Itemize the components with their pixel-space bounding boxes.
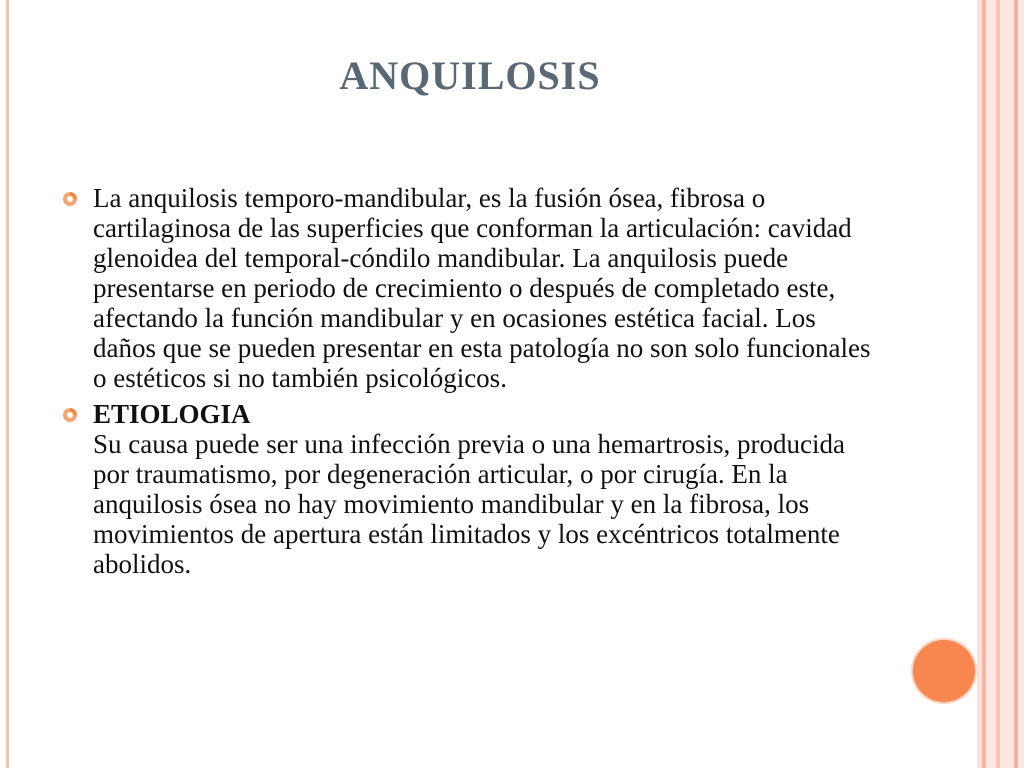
slide-title: ANQUILOSIS xyxy=(339,53,601,98)
left-border-line xyxy=(6,0,9,768)
decorative-circle xyxy=(913,640,975,702)
bullet-item xyxy=(62,183,882,393)
bullet-text: La anquilosis temporo-mandibular, es la fusión ósea, fibrosa o cartilaginosa de las superficies que conforman la articulación: cavidad glenoidea del temporal-cóndilo mandibular. La anquilosis puede presentarse en periodo de crecimiento o después de completado este, afectando la función mandibular y en ocasiones estética facial. Los daños que se pueden presentar en esta patología no son solo funcionales o estéticos si no también psicológicos. xyxy=(93,183,871,393)
right-decor-stripe xyxy=(986,0,996,768)
bullet-heading: ETIOLOGIA xyxy=(93,399,251,429)
slide-body xyxy=(62,183,882,585)
orange-bullet-icon xyxy=(62,191,78,207)
right-decor-stripe xyxy=(1000,0,1014,768)
orange-bullet-icon xyxy=(62,407,78,423)
bullet-text: Su causa puede ser una infección previa o una hemartrosis, producida por traumatismo, por degeneración articular, o por cirugía. En la anquilosis ósea no hay movimiento mandibular y en la fibrosa, los movimientos de apertura están limitados y los excéntricos totalmente abolidos. xyxy=(93,429,845,579)
bullet-item xyxy=(62,399,882,579)
right-decor-stripe xyxy=(1018,0,1024,768)
